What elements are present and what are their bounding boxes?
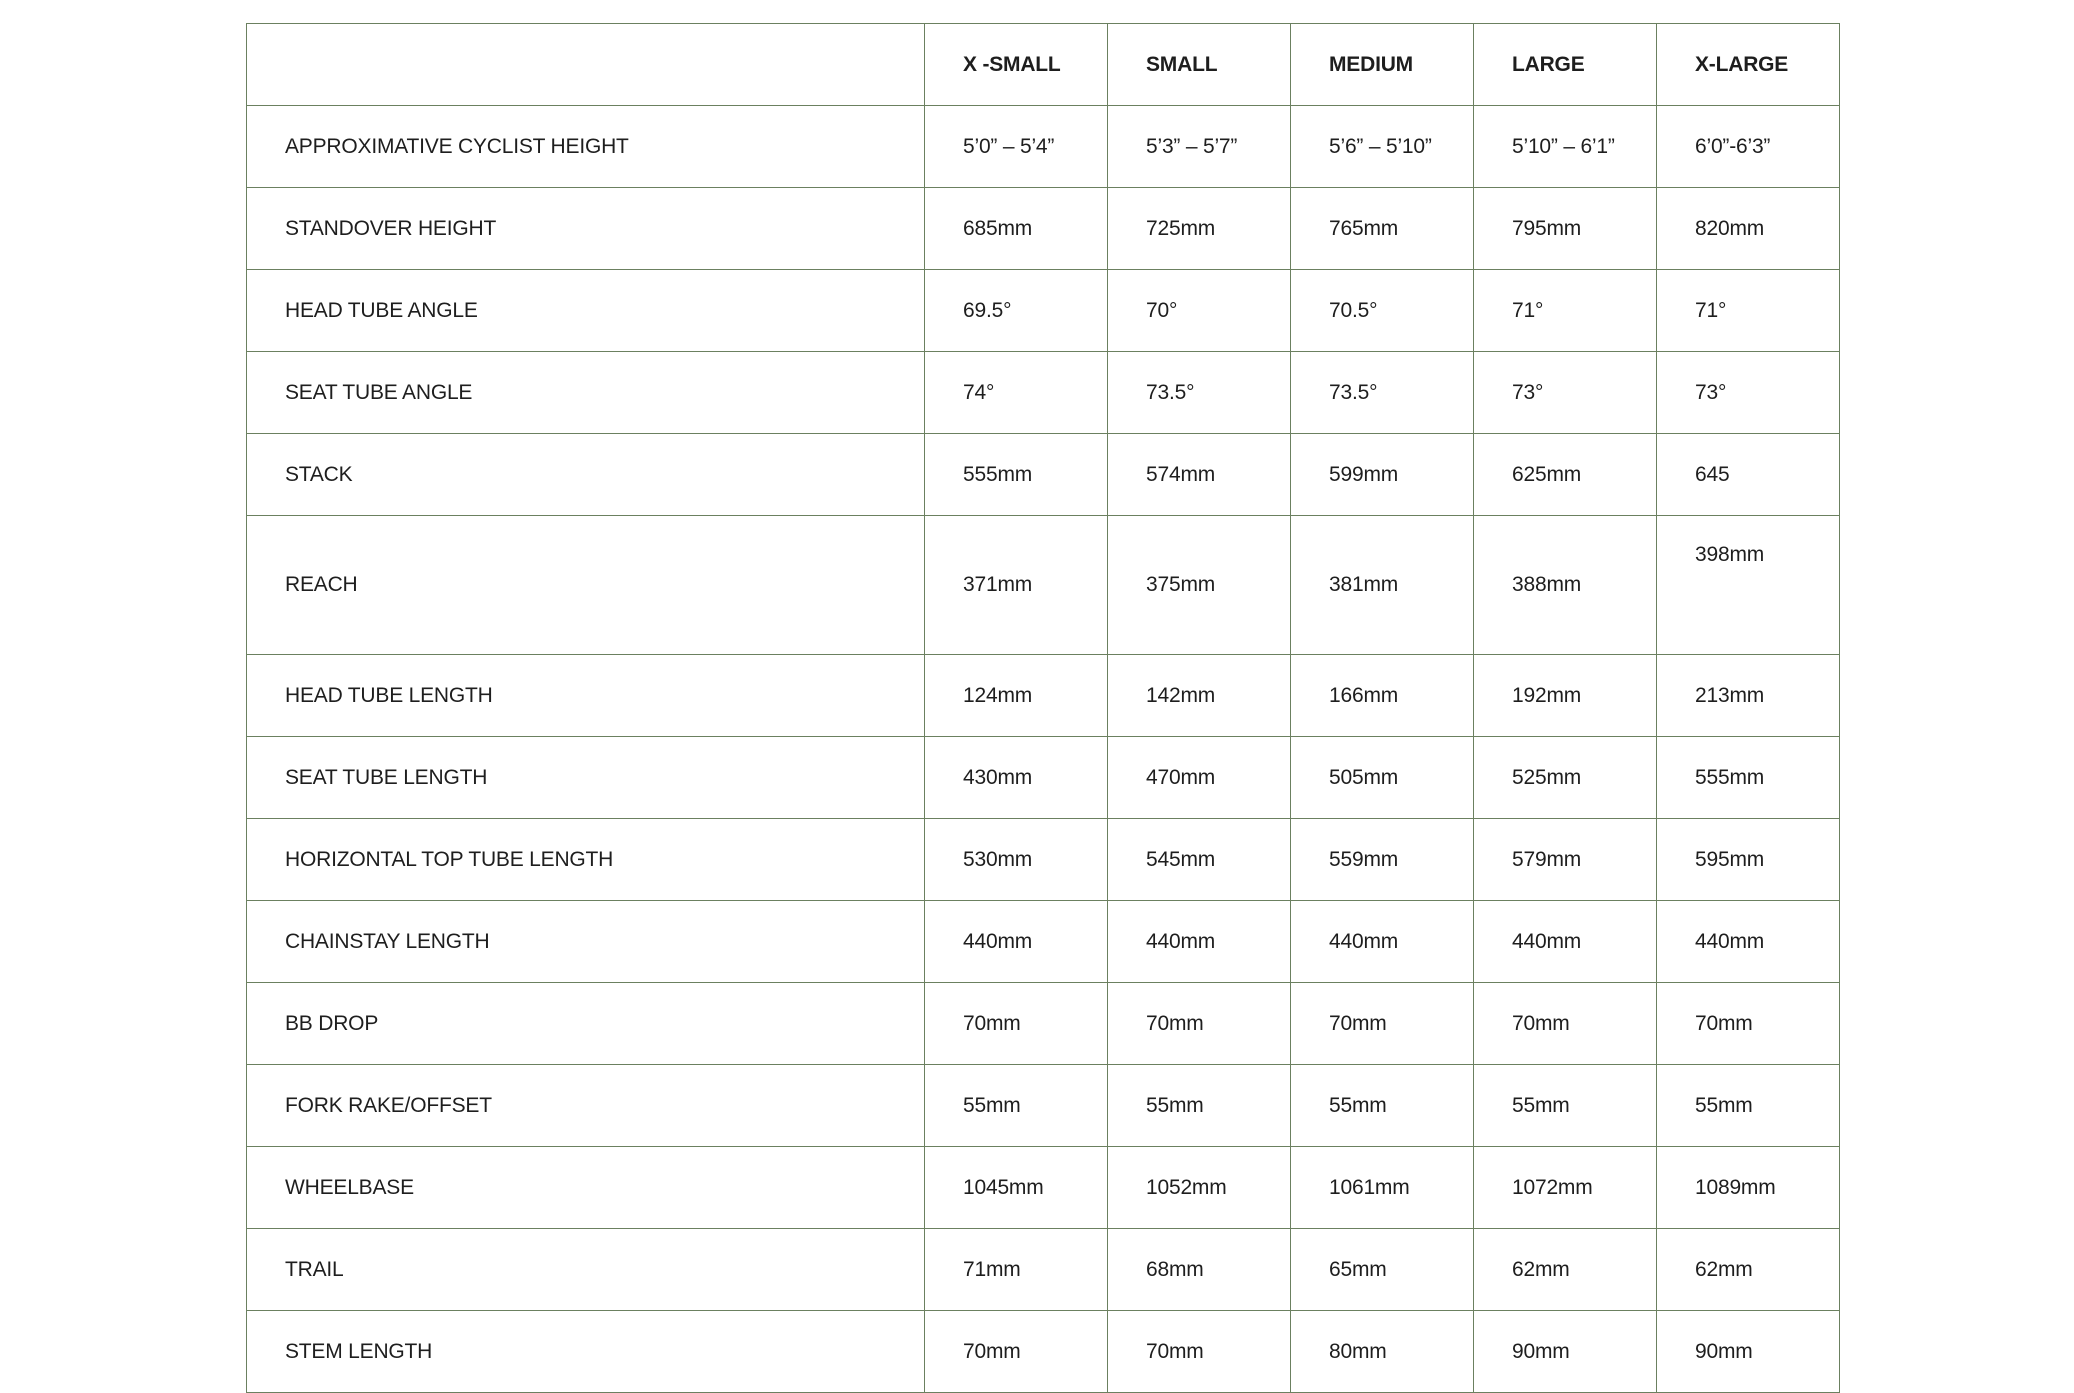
table-cell: 625mm xyxy=(1474,434,1657,516)
table-cell: 5’3” – 5’7” xyxy=(1108,106,1291,188)
row-label: SEAT TUBE ANGLE xyxy=(247,352,925,434)
table-cell: 71° xyxy=(1657,270,1840,352)
header-cell-x-large: X-LARGE xyxy=(1657,24,1840,106)
header-cell-large: LARGE xyxy=(1474,24,1657,106)
table-cell: 70mm xyxy=(1108,1311,1291,1393)
header-cell-small: SMALL xyxy=(1108,24,1291,106)
table-cell: 795mm xyxy=(1474,188,1657,270)
table-cell: 525mm xyxy=(1474,737,1657,819)
table-cell: 820mm xyxy=(1657,188,1840,270)
table-cell: 70mm xyxy=(1474,983,1657,1065)
table-cell: 440mm xyxy=(1291,901,1474,983)
header-row xyxy=(247,24,1840,106)
table-cell: 579mm xyxy=(1474,819,1657,901)
table-cell: 90mm xyxy=(1474,1311,1657,1393)
table-cell: 595mm xyxy=(1657,819,1840,901)
row-label: APPROXIMATIVE CYCLIST HEIGHT xyxy=(247,106,925,188)
table-cell: 1061mm xyxy=(1291,1147,1474,1229)
row-label: HORIZONTAL TOP TUBE LENGTH xyxy=(247,819,925,901)
table-row xyxy=(247,737,1840,819)
table-row xyxy=(247,901,1840,983)
table-row xyxy=(247,1229,1840,1311)
geometry-table xyxy=(246,23,1840,1393)
table-cell: 430mm xyxy=(925,737,1108,819)
row-label: REACH xyxy=(247,516,925,655)
table-cell: 55mm xyxy=(1474,1065,1657,1147)
table-cell: 765mm xyxy=(1291,188,1474,270)
table-cell: 73° xyxy=(1474,352,1657,434)
table-cell: 1052mm xyxy=(1108,1147,1291,1229)
table-row xyxy=(247,1147,1840,1229)
table-row xyxy=(247,352,1840,434)
table-cell: 70mm xyxy=(1291,983,1474,1065)
table-cell: 388mm xyxy=(1474,516,1657,655)
row-label: WHEELBASE xyxy=(247,1147,925,1229)
table-cell: 73.5° xyxy=(1108,352,1291,434)
table-cell: 70mm xyxy=(925,1311,1108,1393)
table-cell: 70mm xyxy=(1108,983,1291,1065)
row-label: TRAIL xyxy=(247,1229,925,1311)
header-cell-x-small: X -SMALL xyxy=(925,24,1108,106)
table-cell: 6’0”-6’3” xyxy=(1657,106,1840,188)
table-cell: 555mm xyxy=(925,434,1108,516)
table-cell: 505mm xyxy=(1291,737,1474,819)
table-row xyxy=(247,655,1840,737)
table-cell: 65mm xyxy=(1291,1229,1474,1311)
table-cell: 725mm xyxy=(1108,188,1291,270)
table-cell: 1045mm xyxy=(925,1147,1108,1229)
table-cell: 62mm xyxy=(1657,1229,1840,1311)
table-cell: 80mm xyxy=(1291,1311,1474,1393)
table-cell: 69.5° xyxy=(925,270,1108,352)
table-cell: 166mm xyxy=(1291,655,1474,737)
row-label: HEAD TUBE ANGLE xyxy=(247,270,925,352)
table-row xyxy=(247,434,1840,516)
table-cell: 71mm xyxy=(925,1229,1108,1311)
table-cell: 192mm xyxy=(1474,655,1657,737)
table-cell: 90mm xyxy=(1657,1311,1840,1393)
row-label: BB DROP xyxy=(247,983,925,1065)
table-cell: 124mm xyxy=(925,655,1108,737)
header-cell-blank xyxy=(247,24,925,106)
table-cell: 55mm xyxy=(925,1065,1108,1147)
table-cell: 1089mm xyxy=(1657,1147,1840,1229)
table-cell: 74° xyxy=(925,352,1108,434)
table-cell: 5’0” – 5’4” xyxy=(925,106,1108,188)
row-label: STANDOVER HEIGHT xyxy=(247,188,925,270)
table-row xyxy=(247,983,1840,1065)
table-row xyxy=(247,1065,1840,1147)
table-cell: 398mm xyxy=(1657,516,1840,655)
table-cell: 530mm xyxy=(925,819,1108,901)
table-cell: 470mm xyxy=(1108,737,1291,819)
table-row xyxy=(247,516,1840,655)
row-label: STACK xyxy=(247,434,925,516)
table-cell: 55mm xyxy=(1108,1065,1291,1147)
table-cell: 440mm xyxy=(1108,901,1291,983)
table-cell: 68mm xyxy=(1108,1229,1291,1311)
table-cell: 440mm xyxy=(925,901,1108,983)
header-cell-medium: MEDIUM xyxy=(1291,24,1474,106)
table-cell: 559mm xyxy=(1291,819,1474,901)
table-cell: 142mm xyxy=(1108,655,1291,737)
row-label: STEM LENGTH xyxy=(247,1311,925,1393)
table-row xyxy=(247,270,1840,352)
table-cell: 574mm xyxy=(1108,434,1291,516)
table-row xyxy=(247,188,1840,270)
table-cell: 545mm xyxy=(1108,819,1291,901)
row-label: FORK RAKE/OFFSET xyxy=(247,1065,925,1147)
table-cell: 5’6” – 5’10” xyxy=(1291,106,1474,188)
table-cell: 371mm xyxy=(925,516,1108,655)
table-cell: 5’10” – 6’1” xyxy=(1474,106,1657,188)
row-label: SEAT TUBE LENGTH xyxy=(247,737,925,819)
table-cell: 440mm xyxy=(1657,901,1840,983)
table-cell: 73.5° xyxy=(1291,352,1474,434)
table-cell: 55mm xyxy=(1657,1065,1840,1147)
table-row xyxy=(247,819,1840,901)
table-cell: 62mm xyxy=(1474,1229,1657,1311)
table-row xyxy=(247,1311,1840,1393)
table-cell: 645 xyxy=(1657,434,1840,516)
table-cell: 70mm xyxy=(1657,983,1840,1065)
table-cell: 1072mm xyxy=(1474,1147,1657,1229)
table-cell: 213mm xyxy=(1657,655,1840,737)
table-cell: 70.5° xyxy=(1291,270,1474,352)
table-cell: 70° xyxy=(1108,270,1291,352)
table-cell: 71° xyxy=(1474,270,1657,352)
table-cell: 440mm xyxy=(1474,901,1657,983)
table-cell: 55mm xyxy=(1291,1065,1474,1147)
table-cell: 381mm xyxy=(1291,516,1474,655)
row-label: CHAINSTAY LENGTH xyxy=(247,901,925,983)
table-cell: 73° xyxy=(1657,352,1840,434)
table-cell: 555mm xyxy=(1657,737,1840,819)
table-row xyxy=(247,106,1840,188)
row-label: HEAD TUBE LENGTH xyxy=(247,655,925,737)
table-cell: 70mm xyxy=(925,983,1108,1065)
table-cell: 375mm xyxy=(1108,516,1291,655)
table-cell: 599mm xyxy=(1291,434,1474,516)
table-cell: 685mm xyxy=(925,188,1108,270)
